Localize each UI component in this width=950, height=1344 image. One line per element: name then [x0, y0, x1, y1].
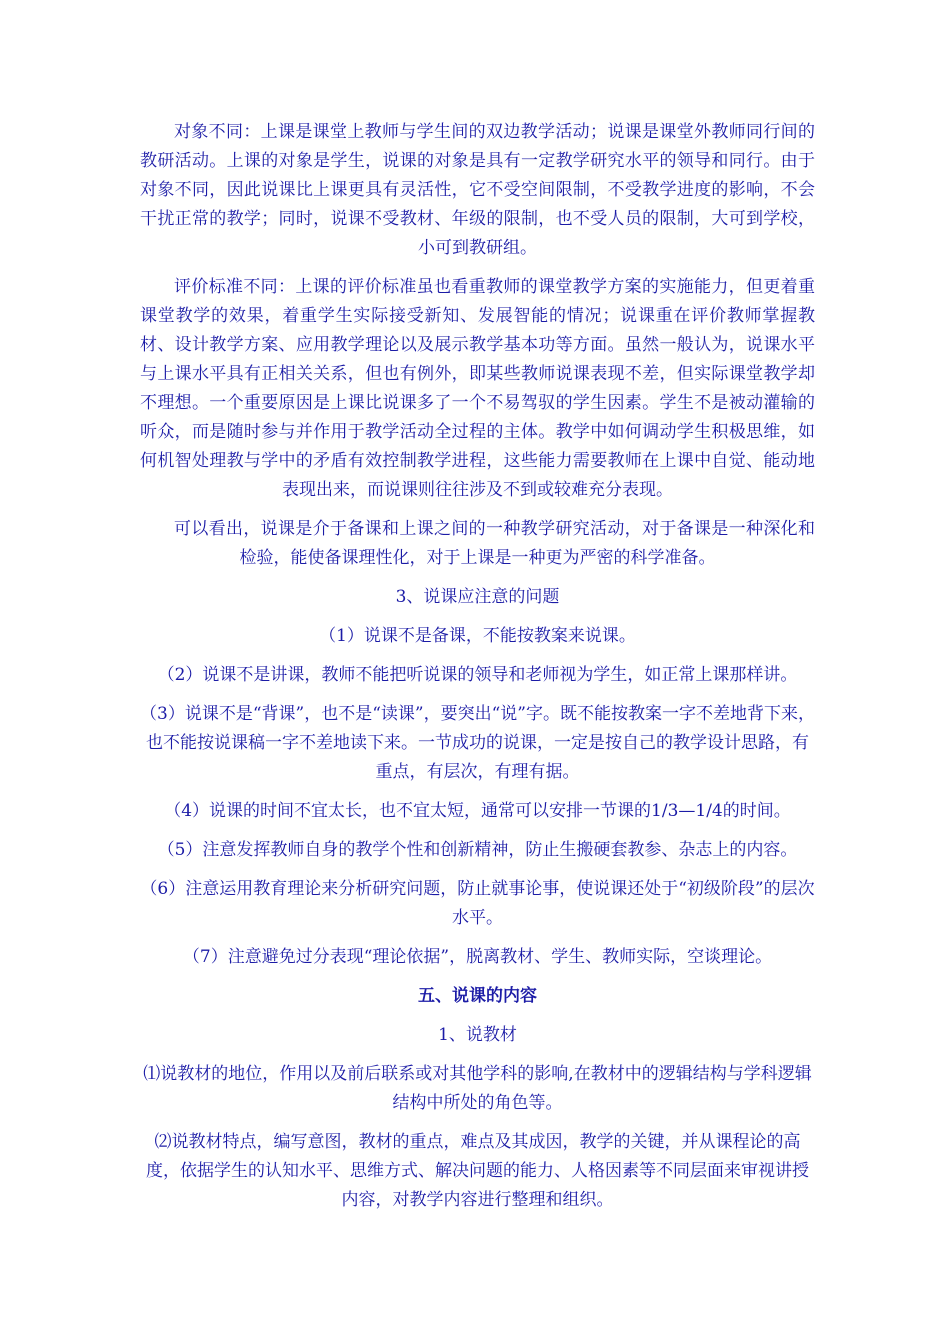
section-3-title: 3、说课应注意的问题: [395, 587, 560, 607]
paragraph-audience: 对象不同：上课是课堂上教师与学生间的双边教学活动；说课是课堂外教师同行间的教研活动。上课的对象是学生，说课的对象是具有一定教学研究水平的领导和同行。由于对象不同，因此说课比上课更具有灵活性，它不受空间限制，不受教学进度的影响，不会干扰正常的教学；同时，说课不受教材、年级的限制，也不受人员的限制，大可到学校，小可到教研组。: [140, 122, 815, 258]
list-item: （6）注意运用教育理论来分析研究问题，防止就事论事，使说课还处于“初级阶段”的层次水平。: [140, 879, 815, 928]
section-5-subheading: 1、说教材: [438, 1025, 517, 1045]
list-item: （3）说课不是“背课”，也不是“读课”，要突出“说”字。既不能按教案一字不差地背下来，也不能按说课稿一字不差地读下来。一节成功的说课，一定是按自己的教学设计思路，有重点，有层次，有理有据。: [140, 704, 815, 782]
list-item: （2）说课不是讲课，教师不能把听说课的领导和老师视为学生，如正常上课那样讲。: [157, 665, 798, 685]
list-item: （1）说课不是备课，不能按教案来说课。: [319, 626, 636, 646]
list-item: （4）说课的时间不宜太长，也不宜太短，通常可以安排一节课的1/3—1/4的时间。: [164, 801, 791, 821]
paragraph-summary: 可以看出，说课是介于备课和上课之间的一种教学研究活动，对于备课是一种深化和检验，能使备课理性化，对于上课是一种更为严密的科学准备。: [174, 519, 815, 568]
list-item: （7）注意避免过分表现“理论依据”，脱离教材、学生、教师实际，空谈理论。: [182, 947, 773, 967]
list-item: （5）注意发挥教师自身的教学个性和创新精神，防止生搬硬套教参、杂志上的内容。: [157, 840, 798, 860]
list-item: ⑴说教材的地位，作用以及前后联系或对其他学科的影响,在教材中的逻辑结构与学科逻辑结构中所处的角色等。: [143, 1064, 812, 1113]
list-item: ⑵说教材特点，编写意图，教材的重点，难点及其成因，教学的关键，并从课程论的高度，依据学生的认知水平、思维方式、解决问题的能力、人格因素等不同层面来审视讲授内容，对教学内容进行整理和组织。: [146, 1132, 809, 1210]
paragraph-evaluation: 评价标准不同：上课的评价标准虽也看重教师的课堂教学方案的实施能力，但更着重课堂教学的效果，着重学生实际接受新知、发展智能的情况；说课重在评价教师掌握教材、设计教学方案、应用教学理论以及展示教学基本功等方面。虽然一般认为，说课水平与上课水平具有正相关关系，但也有例外，即某些教师说课表现不差，但实际课堂教学却不理想。一个重要原因是上课比说课多了一个不易驾驭的学生因素。学生不是被动灌输的听众，而是随时参与并作用于教学活动全过程的主体。教学中如何调动学生积极思维，如何机智处理教与学中的矛盾有效控制教学进程，这些能力需要教师在上课中自觉、能动地表现出来，而说课则往往涉及不到或较难充分表现。: [140, 277, 815, 500]
document-page: [140, 118, 815, 1225]
section-5-heading: 五、说课的内容: [418, 986, 537, 1006]
